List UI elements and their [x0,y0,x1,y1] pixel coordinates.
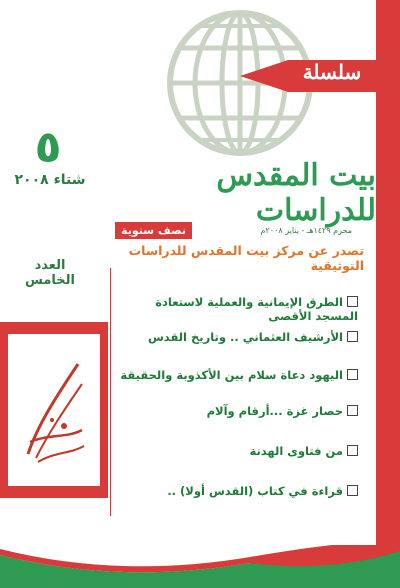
toc-item-label: الطرق الإيمانية والعملية لاستعادة المسجد الأقصى [155,295,358,323]
toc-item [120,295,358,323]
checkbox-icon [347,369,358,380]
checkbox-icon [347,445,358,456]
toc-item [120,484,358,498]
toc-item-label: من فتاوى الهدنة [249,444,343,458]
bottom-green-wave [0,545,400,588]
toc-item-label: الأرشيف العثماني .. وتاريخ القدس [147,330,343,344]
publisher-line: تصدر عن مركز بيت المقدس للدراسات التوثيقية [128,243,364,273]
semi-annual-label: نصف سنوية [121,224,186,237]
checkbox-icon [347,296,358,307]
checkbox-icon [347,331,358,342]
toc-item-label: اليهود دعاة سلام بين الأكذوبة والحقيقة [120,368,343,382]
checkbox-icon [347,405,358,416]
logo-panel [0,322,108,498]
issue-date: شتاء ٢٠٠٨ [14,172,86,188]
toc-item [120,368,358,382]
toc-item-label: قراءة في كتاب (القدس أولا) .. [167,484,343,498]
toc-item [120,404,358,418]
toc-item [120,444,358,458]
toc-item [120,330,358,344]
checkbox-icon [347,485,358,496]
calligraphy-logo-icon [8,334,100,486]
hijri-gregorian-date: محرم ١٤٢٩هـ - يناير ٢٠٠٨م [260,226,352,235]
cover-title: بيت المقدس للدراسات [216,158,376,228]
right-red-strip [376,0,400,588]
vertical-divider [110,268,111,516]
issue-ordinal: العدد الخامس [24,258,75,288]
issue-number: ٥ [34,122,62,173]
toc-item-label: حصار غزة ...أرقام وآلام [206,404,343,418]
series-label: سلسلة [302,60,362,84]
